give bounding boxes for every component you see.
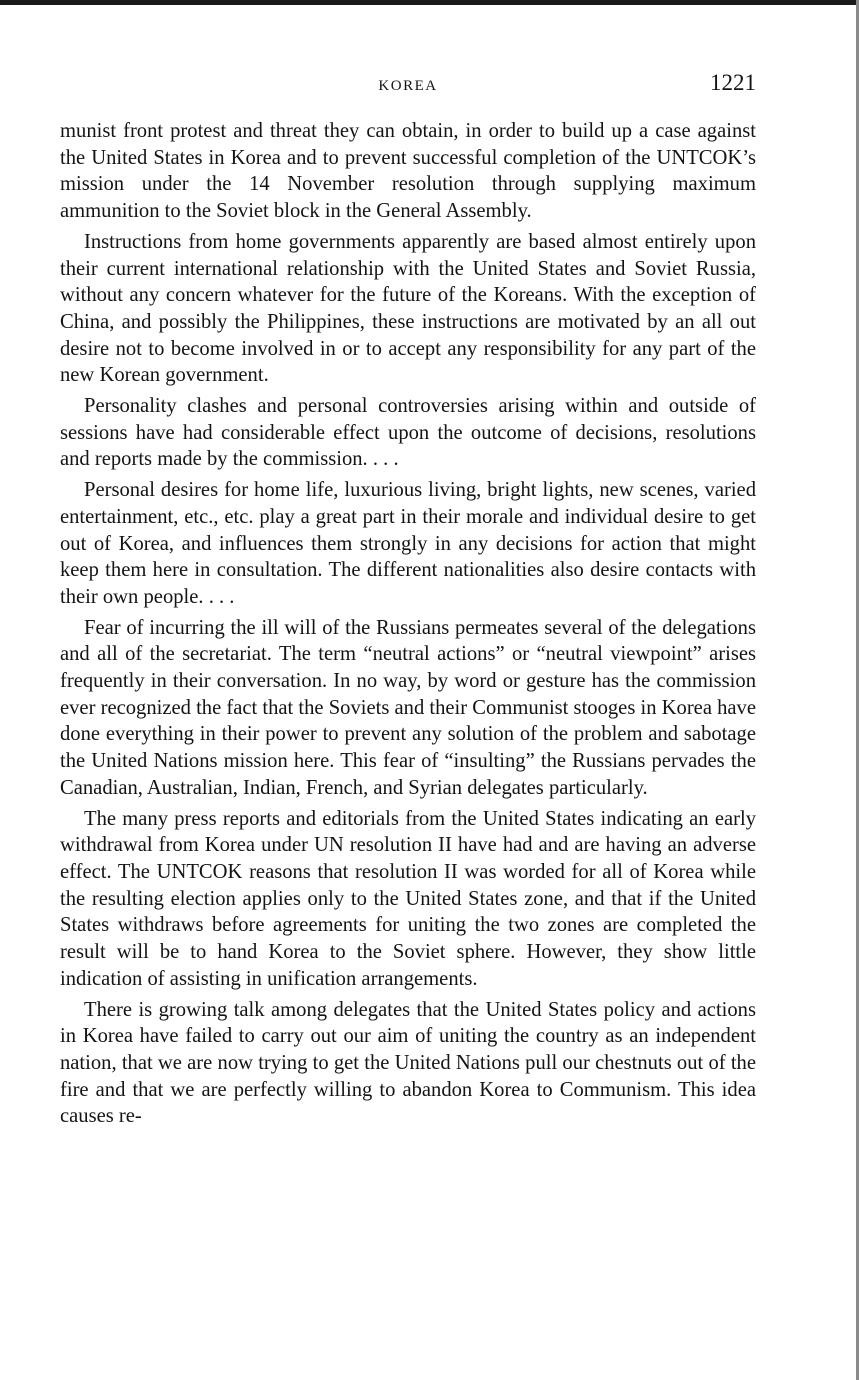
paragraph-press-reports: The many press reports and editorials from the United States indicating an early withdrawal from Korea under UN resolution II have had and are having an adverse effect. The UNTCOK reasons that resolution II was worded for all of Korea while the resulting election applies only to the United States zone, and that if the United States withdraws before agreements for uniting the two zones are completed the result will be to hand Korea to the Soviet sphere. However, they show little indication of assisting in unification arrangements.	[60, 807, 756, 990]
page-header	[60, 70, 756, 106]
paragraph-fear-of-russians: Fear of incurring the ill will of the Russians permeates several of the delegations and all of the secretariat. The term “neutral actions” or “neutral viewpoint” arises frequently in their conversation. In no way, by word or gesture has the commission ever recognized the fact that the Soviets and their Communist stooges in Korea have done everything in their power to prevent any solution of the problem and sabotage the United Nations mission here. This fear of “insulting” the Russians pervades the Canadian, Australian, Indian, French, and Syrian delegates particularly.	[60, 616, 756, 799]
paragraph-personal-desires: Personal desires for home life, luxurious living, bright lights, new scenes, varied entertainment, etc., etc. play a great part in their morale and individual desire to get out of Korea, and influences them strongly in any decisions for action that might keep them here in consultation. The different nationalities also desire contacts with their own people. . . .	[60, 479, 756, 608]
paragraph-instructions: Instructions from home governments apparently are based almost entirely upon their current international relationship with the United States and Soviet Russia, without any concern whatever for the future of the Koreans. With the exception of China, and possibly the Philippines, these instructions are motivated by an all out desire not to become involved in or to accept any responsibility for any part of the new Korean government.	[60, 230, 756, 387]
paragraph-continued: munist front protest and threat they can obtain, in order to build up a case against the United States in Korea and to prevent successful completion of the UNTCOK’s mission under the 14 November resolution through supplying maximum ammunition to the Soviet block in the General Assembly.	[60, 120, 756, 223]
page-number: 1221	[710, 70, 756, 95]
top-border	[0, 0, 859, 5]
document-body	[60, 118, 756, 1134]
paragraph-personality-clashes: Personality clashes and personal controversies arising within and outside of sessions have had considerable effect upon the outcome of decisions, resolutions and reports made by the commission. . . .	[60, 395, 756, 471]
paragraph-growing-talk: There is growing talk among delegates that the United States policy and actions in Korea have failed to carry out our aim of uniting the country as an independent nation, that we are now trying to get the United Nations pull our chestnuts out of the fire and that we are perfectly willing to abandon Korea to Communism. This idea causes re-	[60, 998, 756, 1128]
running-head: KOREA	[378, 78, 438, 94]
